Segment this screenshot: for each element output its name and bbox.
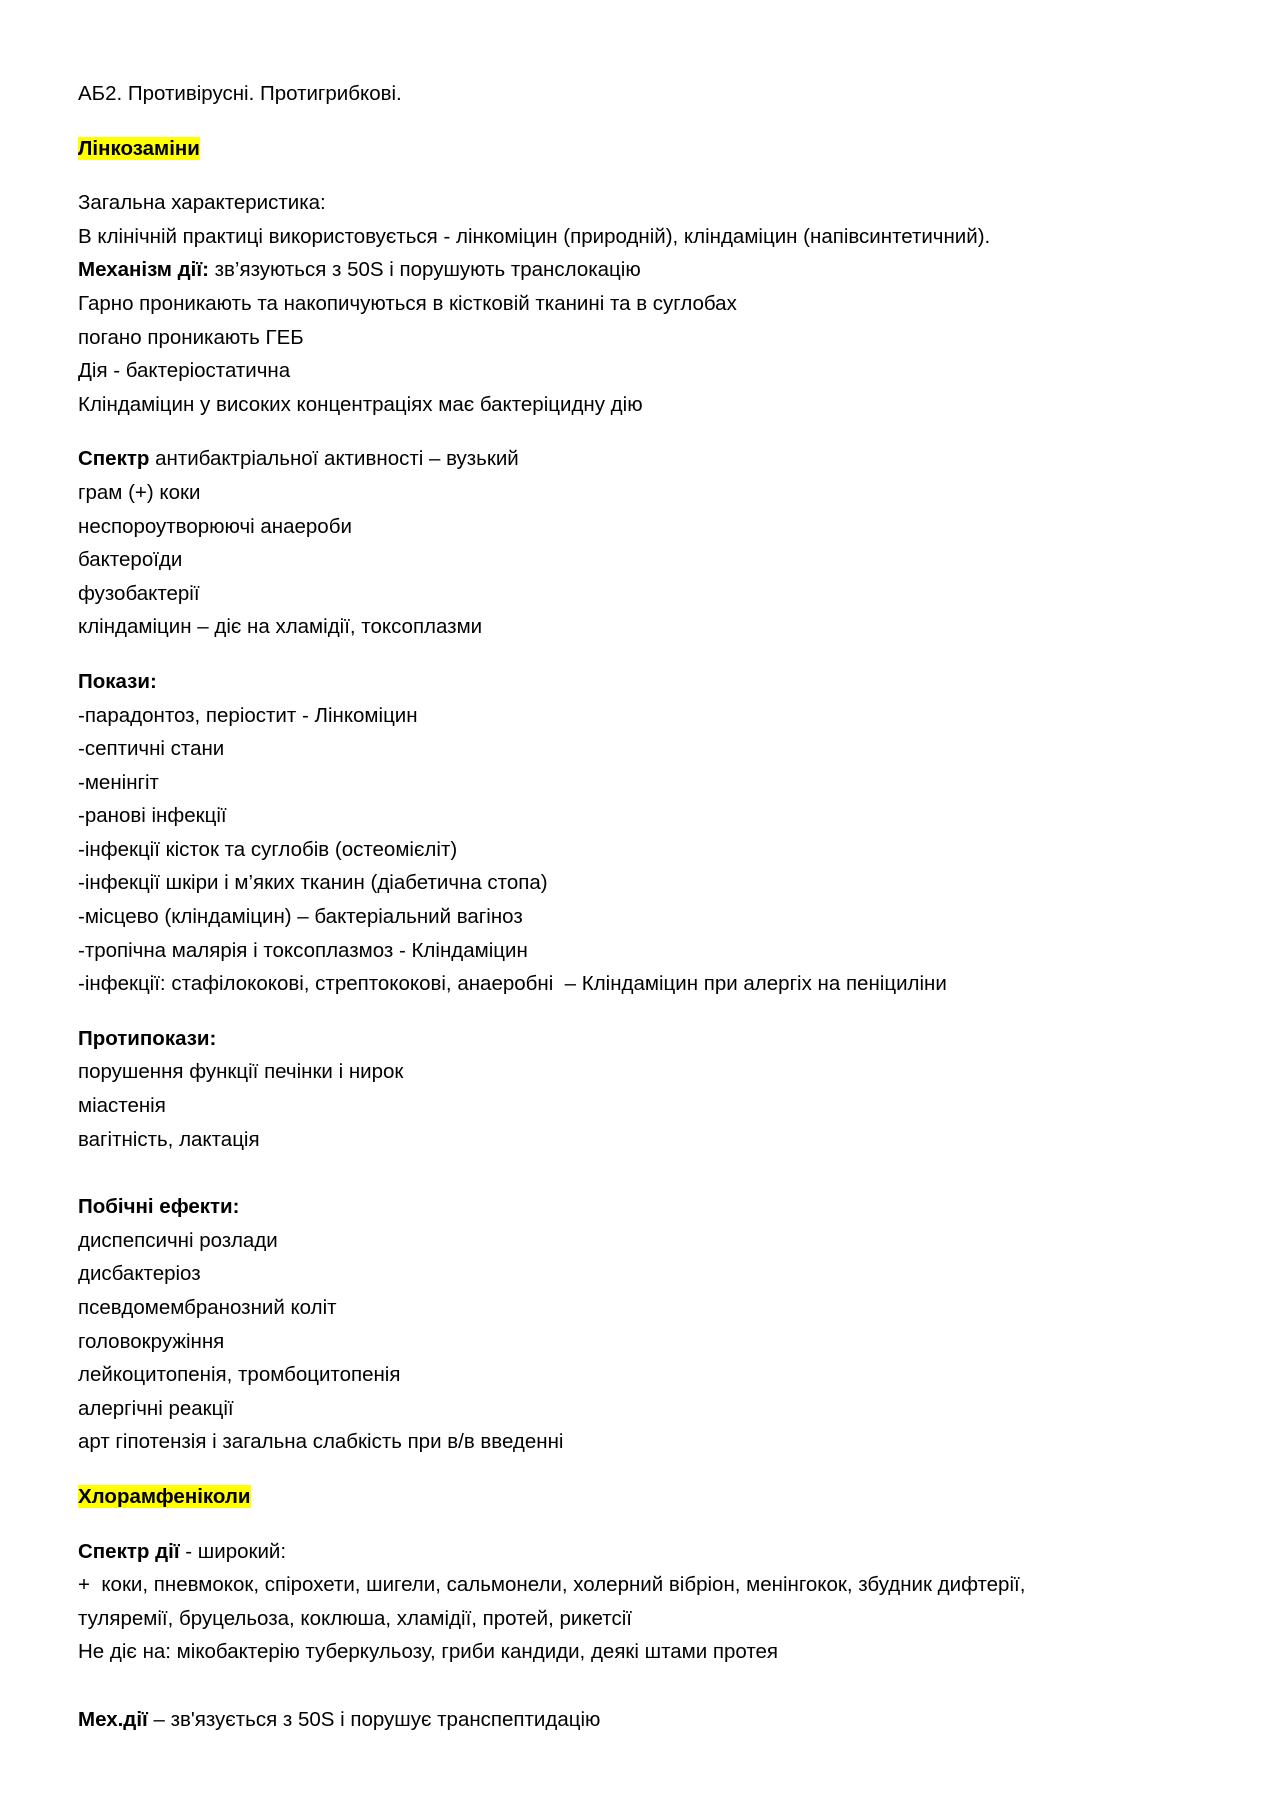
property-line: Кліндаміцин у високих концентраціях має бактеріцидну дію — [78, 392, 643, 416]
spectrum-line — [78, 1535, 1208, 1569]
side-effect-item: алергічні реакції — [78, 1396, 234, 1420]
mechanism-text: – зв'язується з 50S і порушує транспептидацію — [147, 1707, 601, 1731]
side-effect-item: головокружіння — [78, 1329, 225, 1353]
highlighted-heading: Хлорамфеніколи — [78, 1484, 251, 1508]
indications-heading — [78, 665, 1208, 699]
spectrum-item: грам (+) коки — [78, 480, 201, 504]
section-heading-lincosamides — [78, 132, 1208, 166]
mechanism-line — [78, 1703, 1208, 1737]
spectrum-detail: туляремії, бруцельоза, коклюша, хламідії, протей, рикетсії — [78, 1606, 632, 1630]
property-line: Гарно проникають та накопичуються в кістковій тканині та в суглобах — [78, 291, 737, 315]
contraindications-heading — [78, 1022, 1208, 1056]
indication-item: -місцево (кліндаміцин) – бактеріальний вагіноз — [78, 905, 523, 929]
spectrum-detail: + коки, пневмокок, спірохети, шигели, сальмонели, холерний вібріон, менінгокок, збудник дифтерії, — [78, 1573, 1026, 1597]
contraindications-label: Протипокази: — [78, 1026, 217, 1050]
side-effects-label: Побічні ефекти: — [78, 1195, 240, 1219]
not-active-line: Не діє на: мікобактерію туберкульозу, гриби кандиди, деякі штами протея — [78, 1640, 778, 1664]
side-effects-heading — [78, 1190, 1208, 1224]
section-heading-chloramphenicols — [78, 1480, 1208, 1514]
side-effect-item: лейкоцитопенія, тромбоцитопенія — [78, 1363, 401, 1387]
document-page — [78, 77, 1208, 1737]
indication-item: -менінгіт — [78, 770, 159, 794]
indication-item: -ранові інфекції — [78, 804, 227, 828]
indication-item: -тропічна малярія і токсоплазмоз - Кліндаміцин — [78, 938, 528, 962]
side-effect-item: диспепсичні розлади — [78, 1228, 278, 1252]
contraindication-item: порушення функції печінки і нирок — [78, 1060, 404, 1084]
spectrum-text: - широкий: — [179, 1539, 287, 1563]
mechanism-label: Мех.дії — [78, 1707, 148, 1731]
spectrum-item: фузобактерії — [78, 581, 200, 605]
spectrum-item: неспороутворюючі анаероби — [78, 514, 352, 538]
clinical-practice-line: В клінічній практиці використовується - лінкоміцин (природній), кліндаміцин (напівсинтетичний). — [78, 224, 991, 248]
spectrum-label: Спектр дії — [78, 1539, 180, 1563]
spectrum-text: антибактріальної активності – вузький — [149, 447, 519, 471]
highlighted-heading: Лінкозаміни — [78, 136, 200, 160]
side-effect-item: дисбактеріоз — [78, 1262, 201, 1286]
mechanism-label: Механізм дії: — [78, 258, 209, 282]
spectrum-item: бактероїди — [78, 548, 183, 572]
mechanism-line — [78, 253, 1208, 287]
side-effect-item: псевдомембранозний коліт — [78, 1296, 337, 1319]
property-line: погано проникають ГЕБ — [78, 325, 304, 349]
general-label: Загальна характеристика: — [78, 191, 326, 215]
spectrum-label: Спектр — [78, 447, 150, 471]
indication-item: -септичні стани — [78, 737, 225, 761]
contraindication-item: міастенія — [78, 1094, 166, 1118]
indication-item: -парадонтоз, періостит - Лінкоміцин — [78, 703, 418, 727]
contraindication-item: вагітність, лактація — [78, 1127, 260, 1151]
indication-item: -інфекції: стафілококові, стрептококові, анаеробні – Кліндаміцин при алергіх на пеніциліни — [78, 972, 947, 996]
spectrum-line — [78, 442, 1208, 476]
document-title: АБ2. Противірусні. Протигрибкові. — [78, 82, 402, 105]
property-line: Дія - бактеріостатична — [78, 359, 291, 383]
indications-label: Покази: — [78, 669, 157, 693]
indication-item: -інфекції кісток та суглобів (остеомієліт) — [78, 837, 458, 861]
spectrum-item: кліндаміцин – діє на хламідії, токсоплазми — [78, 615, 483, 639]
mechanism-text: зв’язуються з 50S і порушують транслокацію — [208, 258, 641, 282]
indication-item: -інфекції шкіри і м’яких тканин (діабетична стопа) — [78, 871, 548, 895]
side-effect-item: арт гіпотензія і загальна слабкість при в/в введенні — [78, 1430, 564, 1454]
